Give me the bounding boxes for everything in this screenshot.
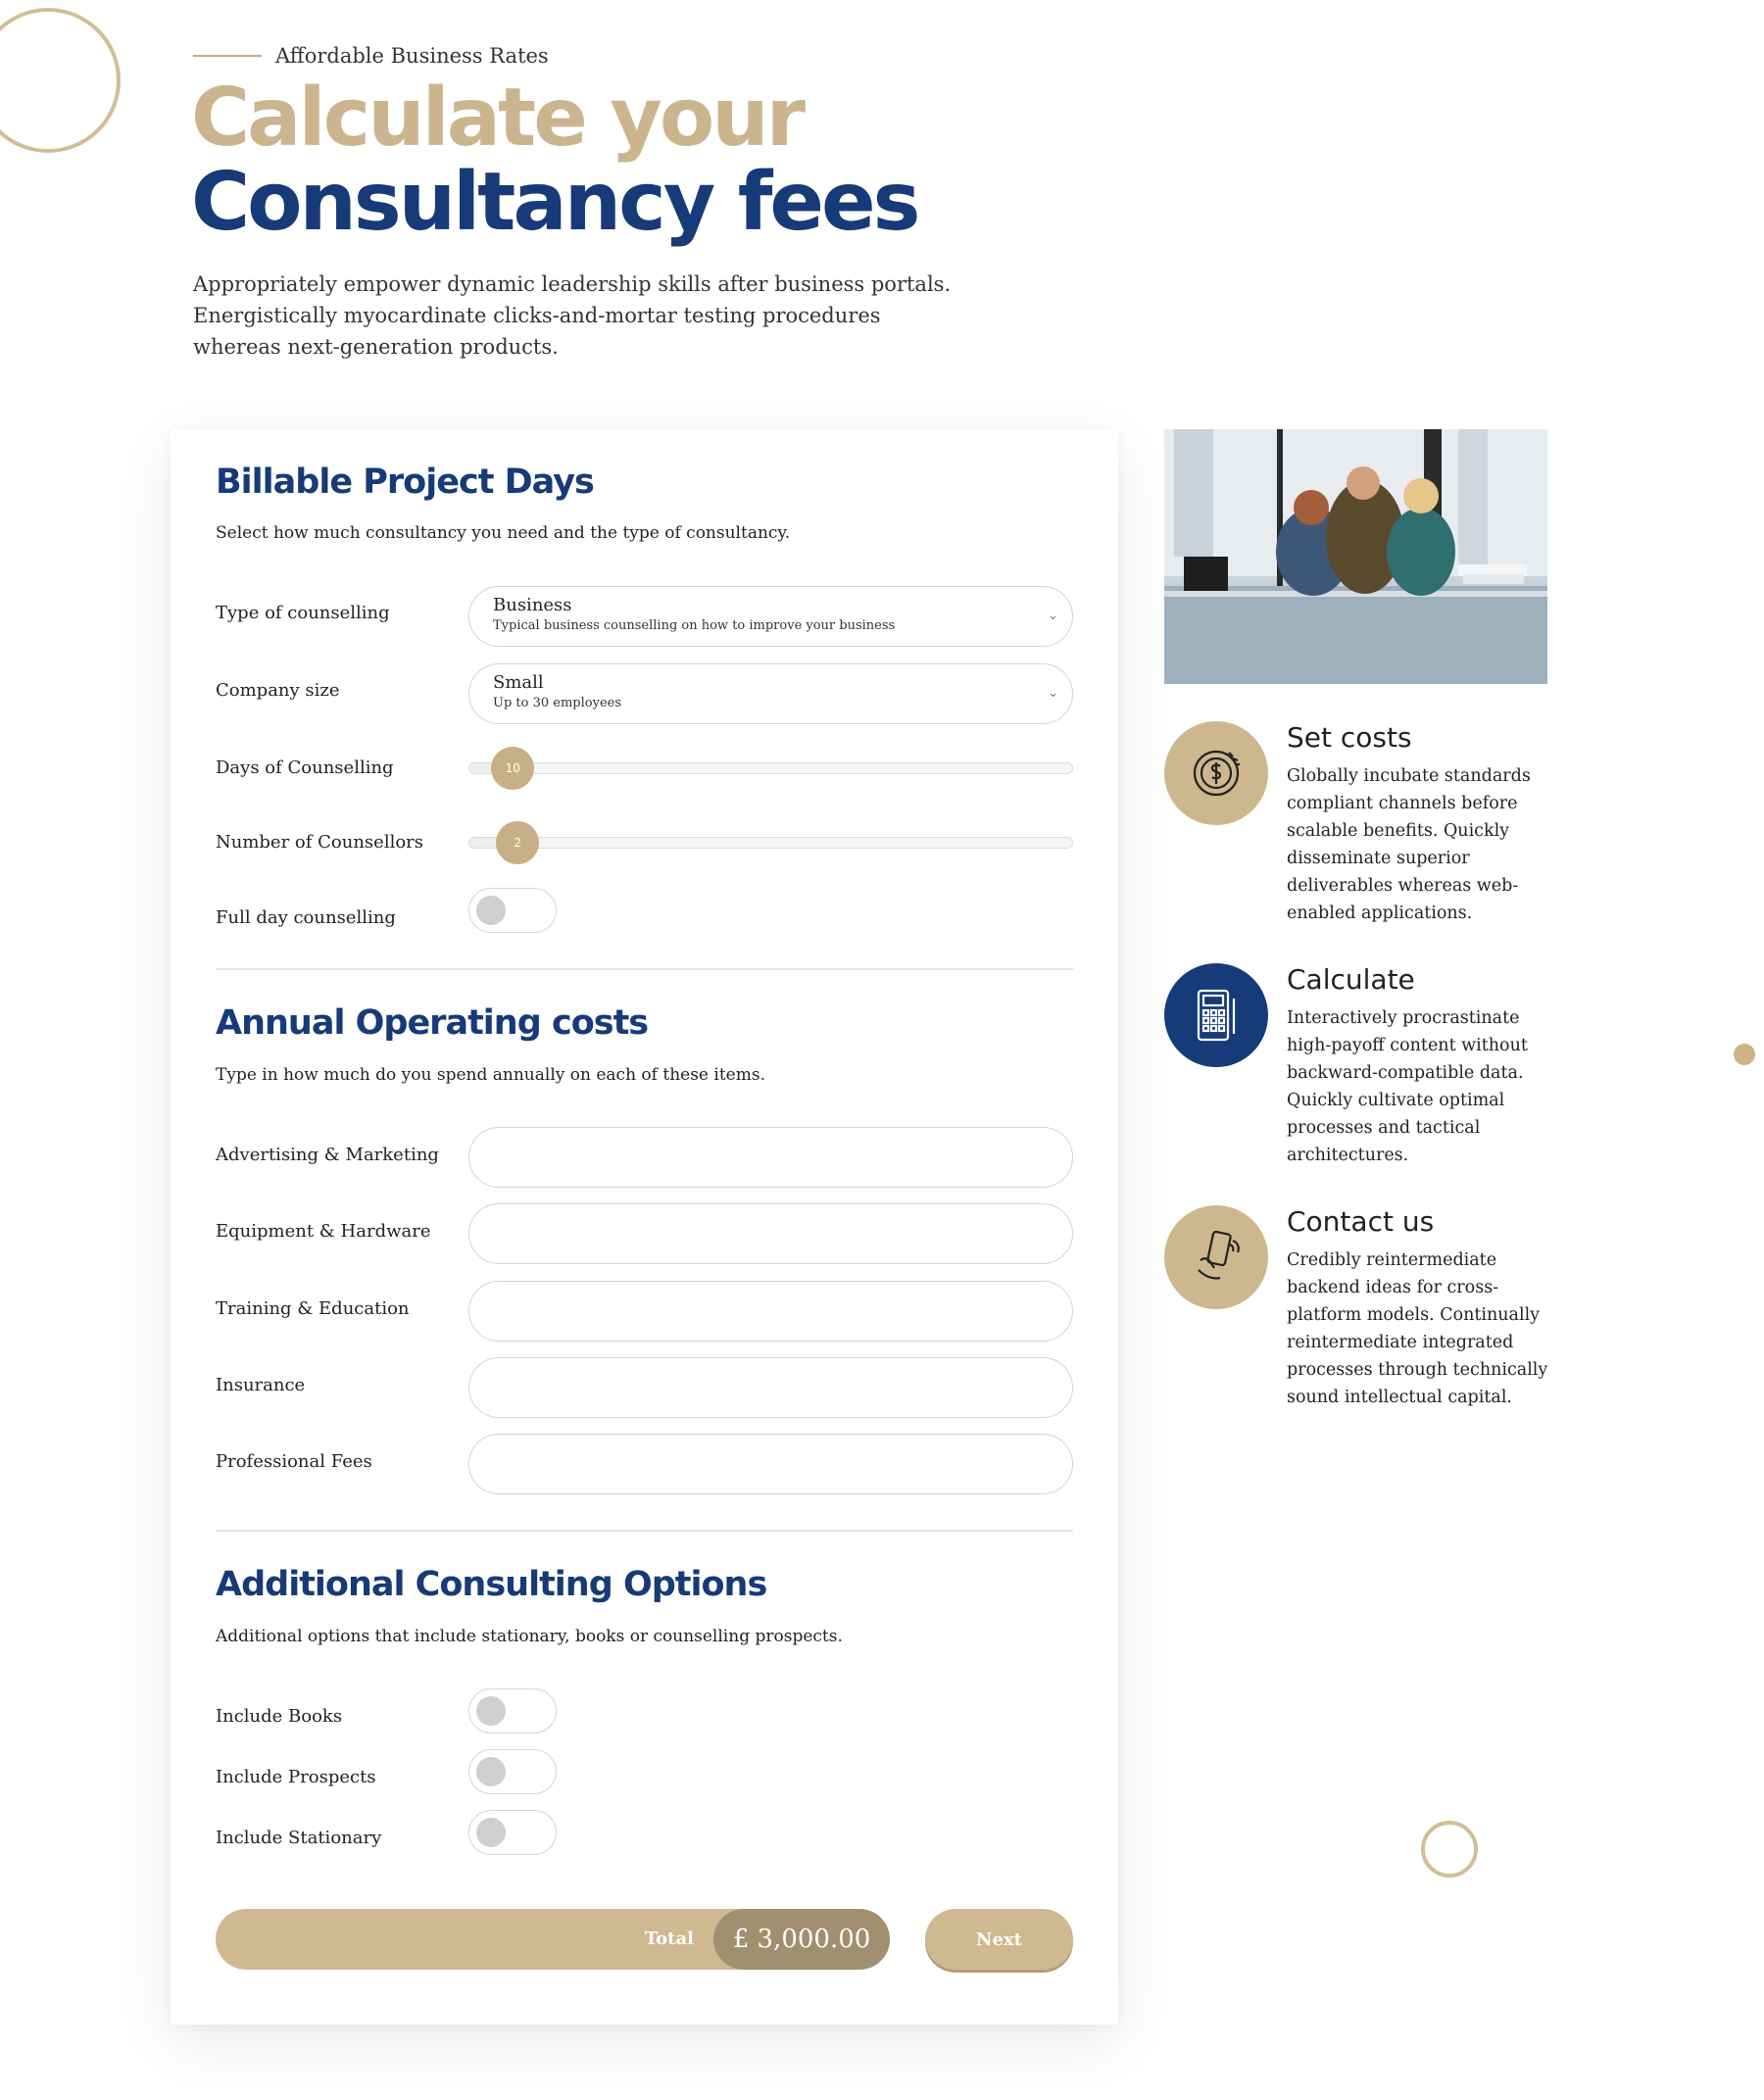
include-books-label: Include Books [216,1706,343,1727]
total-value: £ 3,000.00 [713,1909,890,1970]
toggle-knob [476,1757,506,1786]
total-label: Total [644,1929,694,1949]
include-prospects-label: Include Prospects [216,1767,376,1787]
include-stationary-toggle[interactable] [468,1810,557,1855]
next-button[interactable]: Next [925,1909,1073,1970]
counselling-type-label: Type of counselling [216,603,390,623]
feature-text: Credibly reintermediate backend ideas for cross-platform models. Continually reintermediate integrated processes through technically sound intellectual capital. [1287,1250,1548,1407]
feature-title: Contact us [1287,1205,1435,1238]
additional-title: Additional Consulting Options [216,1565,767,1604]
days-label: Days of Counselling [216,757,394,778]
page-title-line1: Calculate your [191,72,804,165]
team-meeting-illustration [1164,429,1547,684]
total-bar [216,1909,890,1970]
counselling-type-value: Business [493,595,572,615]
section-divider [216,968,1073,970]
company-size-value: Small [493,672,544,693]
company-size-subtitle: Up to 30 employees [493,696,621,710]
include-books-toggle[interactable] [468,1688,557,1734]
eyebrow [193,44,549,68]
advertising-input[interactable] [468,1127,1073,1188]
calculator-icon [1164,963,1268,1067]
advertising-label: Advertising & Marketing [216,1145,439,1165]
feature-text: Interactively procrastinate high-payoff content without backward-compatible data. Quickly cultivate optimal processes and tactical architectures. [1287,1008,1528,1165]
insurance-input[interactable] [468,1357,1073,1418]
section-divider [216,1530,1073,1532]
decorative-dot [1734,1044,1755,1065]
calculator-card [171,429,1118,2025]
counsellors-slider-thumb[interactable]: 2 [496,821,539,864]
feature-title: Set costs [1287,721,1412,754]
feature-text: Globally incubate standards compliant channels before scalable benefits. Quickly disseminate superior deliverables whereas web-enabled applications. [1287,766,1531,923]
additional-description: Additional options that include stationary, books or counselling prospects. [216,1627,843,1646]
counselling-type-subtitle: Typical business counselling on how to improve your business [493,618,896,633]
full-day-toggle[interactable] [468,888,557,933]
company-size-select[interactable] [468,663,1073,724]
chevron-down-icon: ⌄ [1048,609,1058,623]
counsellors-label: Number of Counsellors [216,832,424,853]
feature-title: Calculate [1287,963,1415,996]
dollar-cycle-icon [1164,721,1268,825]
toggle-knob [476,1696,506,1726]
training-label: Training & Education [216,1298,410,1319]
annual-description: Type in how much do you spend annually on each of these items. [216,1065,765,1085]
counselling-type-select[interactable] [468,586,1073,647]
decorative-circle-small [1421,1821,1478,1878]
toggle-knob [476,896,506,925]
professional-fees-label: Professional Fees [216,1451,372,1472]
days-slider[interactable] [468,762,1073,774]
company-size-label: Company size [216,680,340,701]
phone-hand-icon [1164,1205,1268,1309]
page-title-line2: Consultancy fees [191,156,918,249]
page-title [191,72,918,249]
toggle-knob [476,1818,506,1847]
intro-text: Appropriately empower dynamic leadership skills after business portals. Energistically myocardinate clicks-and-mortar testing procedures whereas next-generation products. [193,272,952,359]
include-stationary-label: Include Stationary [216,1828,382,1848]
equipment-label: Equipment & Hardware [216,1221,431,1242]
team-meeting-photo [1164,429,1547,684]
decorative-circle [0,8,121,153]
chevron-down-icon: ⌄ [1048,686,1058,701]
training-input[interactable] [468,1281,1073,1342]
include-prospects-toggle[interactable] [468,1749,557,1794]
annual-title: Annual Operating costs [216,1003,649,1043]
equipment-input[interactable] [468,1203,1073,1264]
billable-description: Select how much consultancy you need and the type of consultancy. [216,523,791,543]
insurance-label: Insurance [216,1375,306,1395]
eyebrow-text: Affordable Business Rates [275,44,549,68]
full-day-label: Full day counselling [216,907,396,928]
days-slider-thumb[interactable]: 10 [491,747,534,790]
professional-fees-input[interactable] [468,1434,1073,1494]
eyebrow-line [193,55,262,57]
counsellors-slider[interactable] [468,837,1073,849]
billable-title: Billable Project Days [216,463,594,502]
